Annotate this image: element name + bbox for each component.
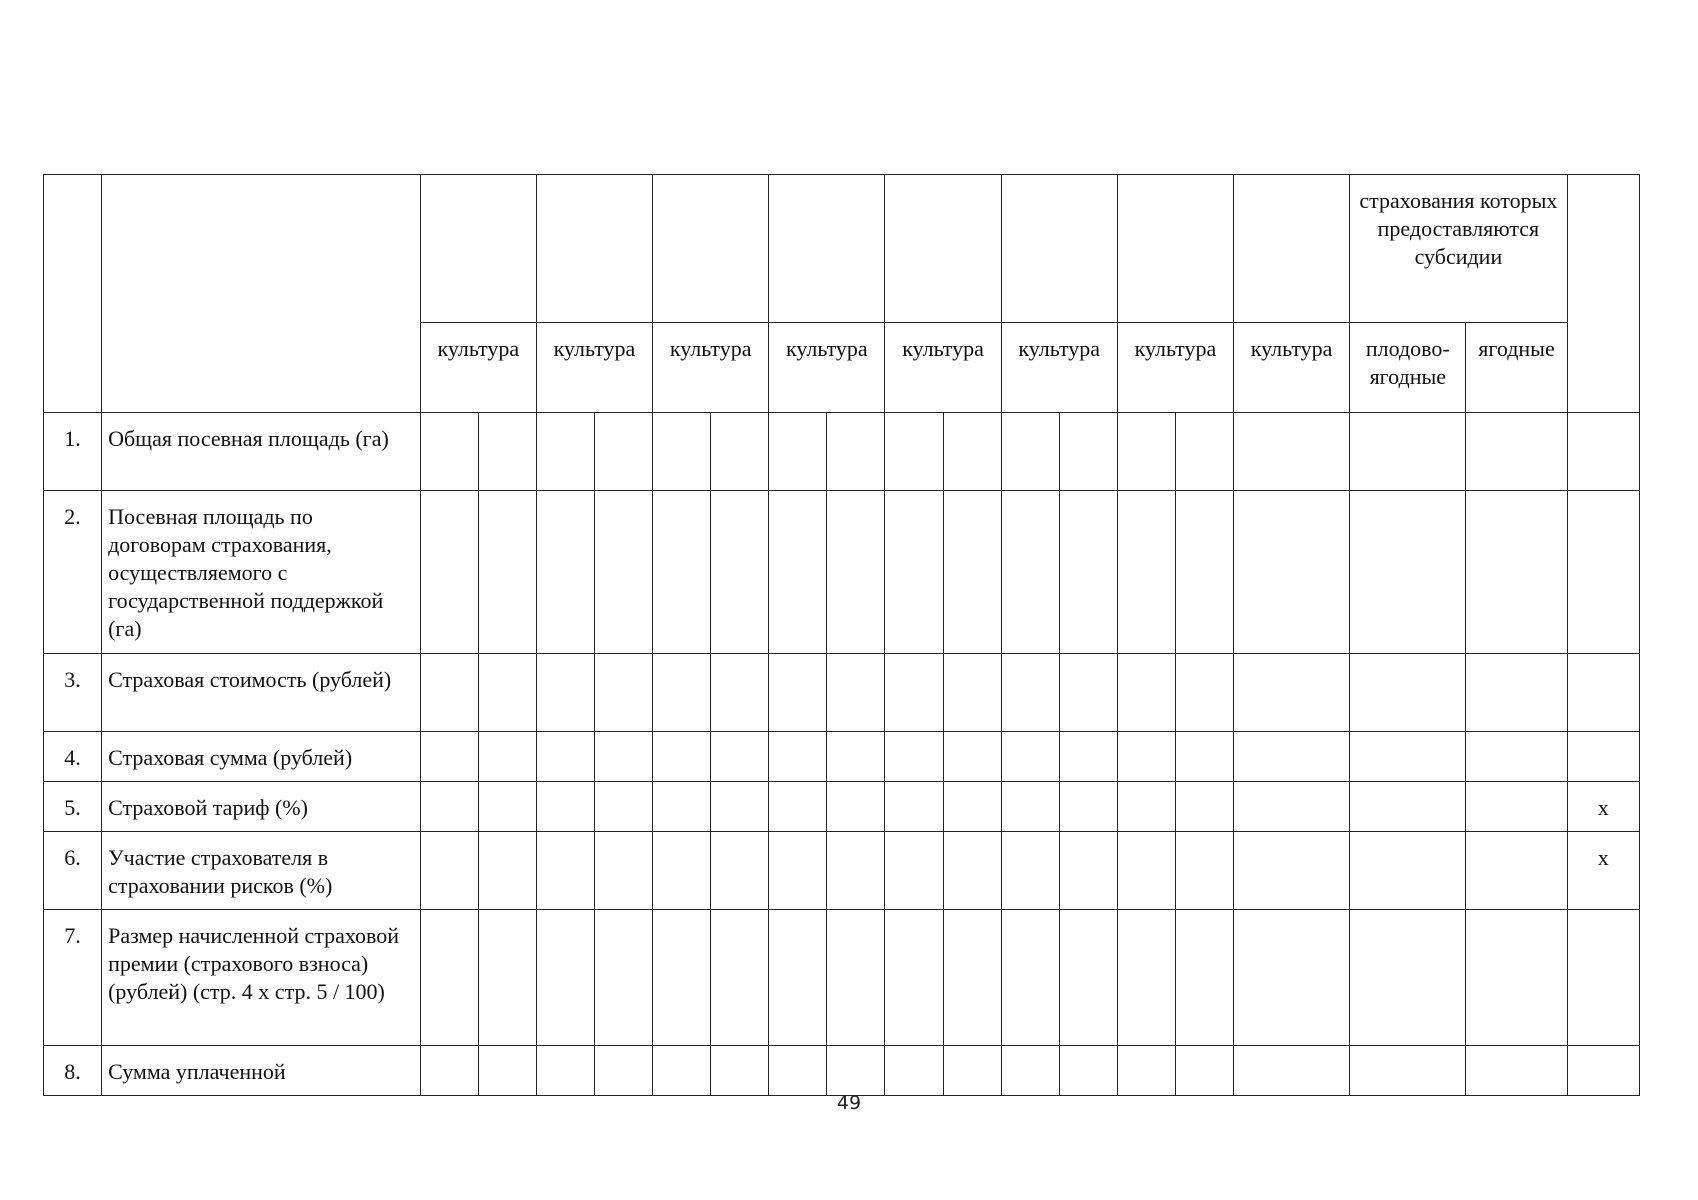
input-cell[interactable] [711,654,769,732]
input-cell[interactable] [1001,832,1059,910]
row-label: Страховая сумма (рублей) [102,732,421,782]
input-cell[interactable] [536,832,594,910]
header-crop: культура [653,323,769,413]
input-cell[interactable] [594,413,652,491]
input-cell[interactable] [943,413,1001,491]
input-cell[interactable] [827,491,885,654]
input-cell[interactable] [1117,782,1175,832]
table-row [44,654,1640,732]
header-crop: культура [885,323,1001,413]
input-cell[interactable] [827,413,885,491]
table-row [44,732,1640,782]
input-cell[interactable] [1466,832,1567,910]
input-cell[interactable] [1350,832,1466,910]
input-cell[interactable] [1466,491,1567,654]
page-number: 49 [836,1092,862,1114]
header-crop: культура [1234,323,1350,413]
input-cell[interactable] [1059,413,1117,491]
row-label: Участие страхователя в страховании рисков (%) [102,832,421,910]
input-cell[interactable] [1175,910,1233,1046]
row-number: 3. [44,654,102,732]
row-label: Общая посевная площадь (га) [102,413,421,491]
input-cell[interactable] [478,1046,536,1096]
input-cell[interactable] [653,491,711,654]
input-cell[interactable] [885,910,943,1046]
input-cell[interactable] [1059,732,1117,782]
input-cell[interactable] [653,732,711,782]
input-cell[interactable] [943,732,1001,782]
header-crop: культура [1001,323,1117,413]
input-cell[interactable] [1466,732,1567,782]
header-row-upper [44,175,1640,323]
table-row [44,910,1640,1046]
input-cell[interactable] [1234,491,1350,654]
input-cell[interactable] [1175,832,1233,910]
input-cell[interactable] [1350,910,1466,1046]
header-last-cell [1567,175,1639,413]
header-blank-cell [1117,175,1233,323]
last-cell-x-mark: x [1567,832,1639,910]
input-cell[interactable] [711,491,769,654]
input-cell[interactable] [1234,832,1350,910]
input-cell[interactable] [1059,832,1117,910]
table-row [44,491,1640,654]
header-blank-cell [536,175,652,323]
input-cell[interactable] [1350,782,1466,832]
input-cell[interactable] [1234,1046,1350,1096]
input-cell[interactable] [1001,654,1059,732]
header-crop: культура [769,323,885,413]
input-cell[interactable] [1466,782,1567,832]
header-blank-cell [769,175,885,323]
input-cell[interactable] [711,782,769,832]
header-blank-cell [1001,175,1117,323]
input-cell[interactable] [594,782,652,832]
input-cell[interactable] [1001,782,1059,832]
input-cell[interactable] [885,413,943,491]
input-cell[interactable] [885,832,943,910]
row-number: 5. [44,782,102,832]
input-cell[interactable] [1059,910,1117,1046]
input-cell[interactable] [885,782,943,832]
input-cell[interactable] [1466,1046,1567,1096]
input-cell[interactable] [478,491,536,654]
input-cell[interactable] [769,654,827,732]
input-cell[interactable] [1175,782,1233,832]
input-cell[interactable] [594,1046,652,1096]
input-cell[interactable] [1001,732,1059,782]
header-crop: культура [420,323,536,413]
input-cell[interactable] [827,782,885,832]
input-cell[interactable] [885,654,943,732]
input-cell[interactable] [943,654,1001,732]
input-cell[interactable] [1175,413,1233,491]
input-cell[interactable] [536,732,594,782]
input-cell[interactable] [1175,654,1233,732]
header-label-cell [102,175,421,413]
input-cell[interactable] [1001,491,1059,654]
last-cell [1567,1046,1639,1096]
table-row [44,782,1640,832]
input-cell[interactable] [827,832,885,910]
input-cell[interactable] [478,832,536,910]
row-number: 6. [44,832,102,910]
row-number: 1. [44,413,102,491]
input-cell[interactable] [1175,732,1233,782]
header-num-cell [44,175,102,413]
input-cell[interactable] [943,782,1001,832]
input-cell[interactable] [1001,910,1059,1046]
input-cell[interactable] [943,832,1001,910]
last-cell [1567,413,1639,491]
row-number: 2. [44,491,102,654]
input-cell[interactable] [1350,413,1466,491]
input-cell[interactable] [827,910,885,1046]
input-cell[interactable] [943,910,1001,1046]
input-cell[interactable] [536,413,594,491]
input-cell[interactable] [769,1046,827,1096]
input-cell[interactable] [1466,654,1567,732]
input-cell[interactable] [653,910,711,1046]
header-berry: ягодные [1466,323,1567,413]
input-cell[interactable] [536,491,594,654]
input-cell[interactable] [653,832,711,910]
row-label: Посевная площадь по договорам страхования, осуществляемого с государственной поддержкой (га) [102,491,421,654]
input-cell[interactable] [594,732,652,782]
input-cell[interactable] [1117,732,1175,782]
input-cell[interactable] [1350,491,1466,654]
input-cell[interactable] [653,413,711,491]
input-cell[interactable] [1059,1046,1117,1096]
row-number: 7. [44,910,102,1046]
input-cell[interactable] [769,413,827,491]
input-cell[interactable] [1234,732,1350,782]
input-cell[interactable] [769,491,827,654]
input-cell[interactable] [594,654,652,732]
table-row [44,413,1640,491]
header-blank-cell [420,175,536,323]
input-cell[interactable] [827,654,885,732]
last-cell [1567,654,1639,732]
input-cell[interactable] [653,1046,711,1096]
input-cell[interactable] [827,1046,885,1096]
input-cell[interactable] [594,832,652,910]
input-cell[interactable] [1234,413,1350,491]
input-cell[interactable] [594,910,652,1046]
last-cell [1567,491,1639,654]
input-cell[interactable] [769,910,827,1046]
input-cell[interactable] [1117,654,1175,732]
input-cell[interactable] [769,832,827,910]
input-cell[interactable] [420,910,478,1046]
input-cell[interactable] [420,491,478,654]
input-cell[interactable] [478,732,536,782]
row-label: Страховой тариф (%) [102,782,421,832]
input-cell[interactable] [536,654,594,732]
insurance-form-table [43,174,1640,1096]
input-cell[interactable] [943,491,1001,654]
input-cell[interactable] [769,732,827,782]
input-cell[interactable] [885,732,943,782]
input-cell[interactable] [478,910,536,1046]
row-number: 4. [44,732,102,782]
input-cell[interactable] [1350,732,1466,782]
input-cell[interactable] [420,832,478,910]
input-cell[interactable] [769,782,827,832]
input-cell[interactable] [478,782,536,832]
input-cell[interactable] [1117,832,1175,910]
input-cell[interactable] [594,491,652,654]
input-cell[interactable] [1466,910,1567,1046]
input-cell[interactable] [653,654,711,732]
last-cell-x-mark: x [1567,782,1639,832]
header-blank-cell [1234,175,1350,323]
input-cell[interactable] [1466,413,1567,491]
input-cell[interactable] [536,782,594,832]
input-cell[interactable] [711,832,769,910]
input-cell[interactable] [711,732,769,782]
header-crop: культура [536,323,652,413]
input-cell[interactable] [711,1046,769,1096]
input-cell[interactable] [1350,1046,1466,1096]
input-cell[interactable] [1059,782,1117,832]
header-fruit-berry: плодово-ягодные [1350,323,1466,413]
input-cell[interactable] [1059,654,1117,732]
last-cell [1567,732,1639,782]
input-cell[interactable] [1175,1046,1233,1096]
row-label: Размер начисленной страховой премии (страхового взноса) (рублей) (стр. 4 x стр. 5 / 100) [102,910,421,1046]
input-cell[interactable] [827,732,885,782]
row-number: 8. [44,1046,102,1096]
row-label: Сумма уплаченной [102,1046,421,1096]
input-cell[interactable] [420,413,478,491]
input-cell[interactable] [1117,491,1175,654]
input-cell[interactable] [478,413,536,491]
input-cell[interactable] [653,782,711,832]
input-cell[interactable] [536,1046,594,1096]
input-cell[interactable] [711,910,769,1046]
input-cell[interactable] [885,491,943,654]
table-row [44,832,1640,910]
header-blank-cell [653,175,769,323]
last-cell [1567,910,1639,1046]
input-cell[interactable] [1117,1046,1175,1096]
input-cell[interactable] [1350,654,1466,732]
input-cell[interactable] [1234,782,1350,832]
input-cell[interactable] [1117,413,1175,491]
input-cell[interactable] [478,654,536,732]
header-subsidy-group: страхования которых предоставляются субсидии [1350,175,1567,323]
input-cell[interactable] [711,413,769,491]
input-cell[interactable] [420,782,478,832]
input-cell[interactable] [1001,413,1059,491]
header-crop: культура [1117,323,1233,413]
input-cell[interactable] [885,1046,943,1096]
row-label: Страховая стоимость (рублей) [102,654,421,732]
header-blank-cell [885,175,1001,323]
input-cell[interactable] [1059,491,1117,654]
table-row [44,1046,1640,1096]
input-cell[interactable] [420,732,478,782]
input-cell[interactable] [1001,1046,1059,1096]
input-cell[interactable] [1234,654,1350,732]
input-cell[interactable] [420,654,478,732]
input-cell[interactable] [1117,910,1175,1046]
input-cell[interactable] [943,1046,1001,1096]
input-cell[interactable] [536,910,594,1046]
input-cell[interactable] [1175,491,1233,654]
input-cell[interactable] [1234,910,1350,1046]
input-cell[interactable] [420,1046,478,1096]
